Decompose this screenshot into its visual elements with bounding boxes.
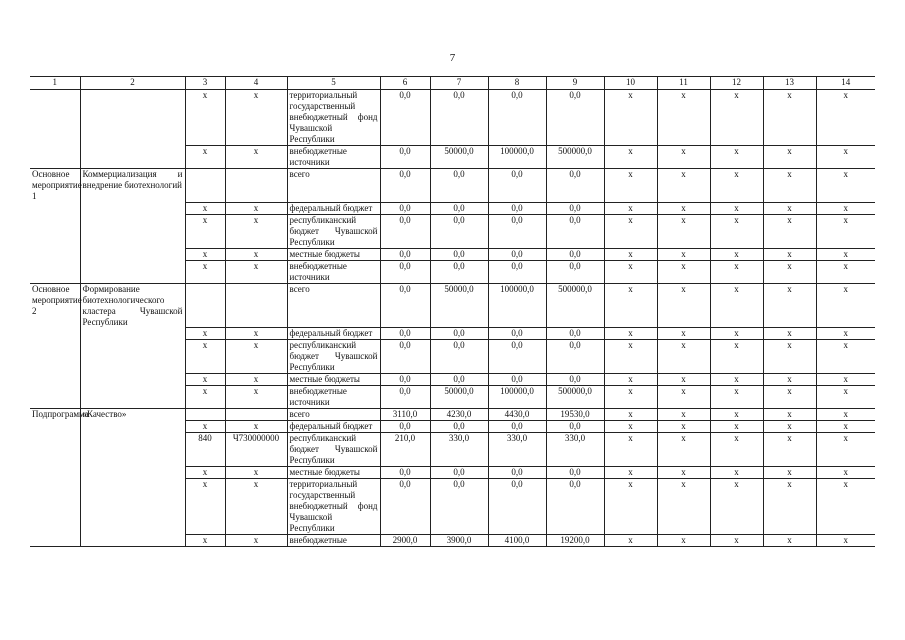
x-mark-cell: x [710,146,763,169]
funding-source-cell: федеральный бюджет [287,328,380,340]
x-mark-cell: x [604,409,657,421]
header-cell: 6 [380,77,430,90]
x-mark-cell: x [604,169,657,203]
value-cell: 19530,0 [546,409,604,421]
value-cell: 0,0 [546,374,604,386]
target-code-cell: x [225,421,287,433]
value-cell: 0,0 [430,421,488,433]
program-cell [30,90,80,146]
table-row [30,374,875,386]
value-cell: 0,0 [430,214,488,248]
funding-source-cell: республиканский бюджет Чувашской Республики [287,340,380,374]
funding-source-cell: федеральный бюджет [287,421,380,433]
code-cell: x [185,535,225,547]
code-cell: x [185,340,225,374]
table-row [30,283,875,328]
value-cell: 0,0 [488,90,546,146]
program-cell [30,340,80,374]
x-mark-cell: x [604,340,657,374]
value-cell: 0,0 [488,328,546,340]
program-cell [30,146,80,169]
x-mark-cell: x [657,421,710,433]
value-cell: 0,0 [430,328,488,340]
value-cell: 0,0 [488,214,546,248]
x-mark-cell: x [710,535,763,547]
value-cell: 0,0 [488,479,546,535]
x-mark-cell: x [657,214,710,248]
x-mark-cell: x [763,328,816,340]
value-cell: 0,0 [430,260,488,283]
value-cell: 0,0 [546,90,604,146]
event-name-cell [80,479,185,535]
value-cell: 0,0 [380,467,430,479]
funding-source-cell: местные бюджеты [287,467,380,479]
program-cell [30,421,80,433]
event-name-cell [80,248,185,260]
code-cell: x [185,146,225,169]
x-mark-cell: x [657,328,710,340]
code-cell: x [185,479,225,535]
code-cell: x [185,202,225,214]
event-name-cell [80,328,185,340]
x-mark-cell: x [657,169,710,203]
program-cell [30,202,80,214]
header-cell: 10 [604,77,657,90]
x-mark-cell: x [604,328,657,340]
header-cell: 7 [430,77,488,90]
value-cell: 0,0 [546,260,604,283]
event-name-cell [80,433,185,467]
x-mark-cell: x [816,283,875,328]
x-mark-cell: x [816,386,875,409]
x-mark-cell: x [710,283,763,328]
event-name-cell [80,386,185,409]
x-mark-cell: x [710,340,763,374]
x-mark-cell: x [816,260,875,283]
code-cell: x [185,386,225,409]
value-cell: 0,0 [380,374,430,386]
x-mark-cell: x [657,374,710,386]
code-cell: x [185,374,225,386]
x-mark-cell: x [763,202,816,214]
x-mark-cell: x [657,467,710,479]
funding-source-cell: внебюджетные источники [287,386,380,409]
x-mark-cell: x [816,421,875,433]
value-cell: 0,0 [546,421,604,433]
value-cell: 19200,0 [546,535,604,547]
x-mark-cell: x [604,248,657,260]
event-name-cell [80,467,185,479]
value-cell: 0,0 [546,248,604,260]
value-cell: 330,0 [546,433,604,467]
table-row [30,467,875,479]
x-mark-cell: x [763,374,816,386]
x-mark-cell: x [816,433,875,467]
budget-table [30,76,875,547]
x-mark-cell: x [604,467,657,479]
program-cell [30,467,80,479]
value-cell: 0,0 [546,328,604,340]
x-mark-cell: x [710,90,763,146]
funding-source-cell: всего [287,283,380,328]
event-name-cell [80,146,185,169]
header-cell: 12 [710,77,763,90]
program-cell [30,214,80,248]
value-cell: 0,0 [380,386,430,409]
target-code-cell: x [225,146,287,169]
x-mark-cell: x [710,214,763,248]
funding-source-cell: территориальный государственный внебюджетный фонд Чувашской Республики [287,479,380,535]
target-code-cell: x [225,386,287,409]
funding-source-cell: внебюджетные источники [287,146,380,169]
x-mark-cell: x [816,202,875,214]
value-cell: 100000,0 [488,386,546,409]
funding-source-cell: всего [287,169,380,203]
x-mark-cell: x [763,260,816,283]
header-cell: 9 [546,77,604,90]
target-code-cell: x [225,90,287,146]
target-code-cell: x [225,260,287,283]
table-row [30,535,875,547]
x-mark-cell: x [816,214,875,248]
event-name-cell: «Качество» [80,409,185,421]
funding-source-cell: местные бюджеты [287,374,380,386]
target-code-cell: x [225,214,287,248]
value-cell: 50000,0 [430,386,488,409]
value-cell: 0,0 [380,328,430,340]
header-cell: 5 [287,77,380,90]
table-row [30,340,875,374]
x-mark-cell: x [763,479,816,535]
event-name-cell [80,535,185,547]
value-cell: 4430,0 [488,409,546,421]
x-mark-cell: x [710,248,763,260]
target-code-cell [225,169,287,203]
value-cell: 0,0 [380,146,430,169]
x-mark-cell: x [657,386,710,409]
x-mark-cell: x [604,421,657,433]
x-mark-cell: x [604,374,657,386]
value-cell: 0,0 [430,90,488,146]
value-cell: 0,0 [546,214,604,248]
x-mark-cell: x [710,409,763,421]
value-cell: 0,0 [488,248,546,260]
header-cell: 3 [185,77,225,90]
x-mark-cell: x [763,214,816,248]
x-mark-cell: x [657,340,710,374]
x-mark-cell: x [604,146,657,169]
event-name-cell: Коммерциализация и внедрение биотехнологий [80,169,185,203]
x-mark-cell: x [710,169,763,203]
value-cell: 0,0 [488,421,546,433]
target-code-cell: x [225,374,287,386]
code-cell [185,409,225,421]
program-cell [30,328,80,340]
program-cell [30,260,80,283]
x-mark-cell: x [657,202,710,214]
table-row [30,328,875,340]
funding-source-cell: федеральный бюджет [287,202,380,214]
event-name-cell [80,202,185,214]
x-mark-cell: x [604,260,657,283]
x-mark-cell: x [763,535,816,547]
x-mark-cell: x [763,248,816,260]
x-mark-cell: x [604,433,657,467]
value-cell: 4100,0 [488,535,546,547]
table-row [30,421,875,433]
table-row [30,479,875,535]
x-mark-cell: x [657,248,710,260]
value-cell: 0,0 [380,283,430,328]
x-mark-cell: x [710,421,763,433]
code-cell: x [185,421,225,433]
value-cell: 0,0 [380,90,430,146]
event-name-cell [80,260,185,283]
funding-source-cell: внебюджетные [287,535,380,547]
value-cell: 330,0 [430,433,488,467]
x-mark-cell: x [816,467,875,479]
value-cell: 0,0 [546,202,604,214]
value-cell: 100000,0 [488,283,546,328]
header-cell: 1 [30,77,80,90]
funding-source-cell: всего [287,409,380,421]
x-mark-cell: x [710,328,763,340]
x-mark-cell: x [816,328,875,340]
table-row [30,169,875,203]
program-cell [30,386,80,409]
event-name-cell [80,340,185,374]
x-mark-cell: x [710,202,763,214]
x-mark-cell: x [657,479,710,535]
x-mark-cell: x [657,90,710,146]
value-cell: 50000,0 [430,283,488,328]
value-cell: 0,0 [488,202,546,214]
value-cell: 0,0 [488,374,546,386]
x-mark-cell: x [816,248,875,260]
target-code-cell: x [225,479,287,535]
value-cell: 0,0 [430,467,488,479]
value-cell: 0,0 [488,260,546,283]
target-code-cell: x [225,202,287,214]
table-row [30,433,875,467]
x-mark-cell: x [763,169,816,203]
value-cell: 0,0 [546,169,604,203]
target-code-cell: Ч730000000 [225,433,287,467]
code-cell: x [185,214,225,248]
program-cell [30,479,80,535]
table-row [30,90,875,146]
x-mark-cell: x [763,421,816,433]
table-row [30,146,875,169]
header-row [30,77,875,90]
program-cell [30,535,80,547]
x-mark-cell: x [604,386,657,409]
code-cell [185,283,225,328]
x-mark-cell: x [816,146,875,169]
value-cell: 500000,0 [546,283,604,328]
x-mark-cell: x [816,90,875,146]
program-cell [30,433,80,467]
x-mark-cell: x [657,535,710,547]
value-cell: 0,0 [430,374,488,386]
value-cell: 0,0 [546,467,604,479]
value-cell: 50000,0 [430,146,488,169]
value-cell: 0,0 [380,202,430,214]
value-cell: 0,0 [546,479,604,535]
value-cell: 100000,0 [488,146,546,169]
x-mark-cell: x [763,409,816,421]
table-row [30,386,875,409]
x-mark-cell: x [604,535,657,547]
table-row [30,202,875,214]
header-cell: 14 [816,77,875,90]
x-mark-cell: x [657,146,710,169]
x-mark-cell: x [604,202,657,214]
value-cell: 0,0 [430,340,488,374]
x-mark-cell: x [816,169,875,203]
x-mark-cell: x [763,340,816,374]
target-code-cell [225,409,287,421]
value-cell: 0,0 [380,248,430,260]
target-code-cell: x [225,535,287,547]
x-mark-cell: x [816,479,875,535]
table-row [30,260,875,283]
value-cell: 500000,0 [546,386,604,409]
x-mark-cell: x [657,409,710,421]
target-code-cell: x [225,467,287,479]
x-mark-cell: x [657,283,710,328]
x-mark-cell: x [763,467,816,479]
program-cell: Основное мероприятие 1 [32,169,82,201]
value-cell: 2900,0 [380,535,430,547]
value-cell: 0,0 [380,340,430,374]
value-cell: 0,0 [488,467,546,479]
x-mark-cell: x [657,260,710,283]
program-cell: Основное мероприятие 2 [32,283,82,316]
funding-source-cell: республиканский бюджет Чувашской Республики [287,433,380,467]
funding-source-cell: местные бюджеты [287,248,380,260]
table-row [30,409,875,421]
header-cell: 13 [763,77,816,90]
value-cell: 0,0 [380,169,430,203]
header-cell: 8 [488,77,546,90]
value-cell: 0,0 [488,169,546,203]
funding-source-cell: внебюджетные источники [287,260,380,283]
value-cell: 3110,0 [380,409,430,421]
x-mark-cell: x [710,433,763,467]
value-cell: 3900,0 [430,535,488,547]
value-cell: 4230,0 [430,409,488,421]
x-mark-cell: x [763,433,816,467]
x-mark-cell: x [710,386,763,409]
code-cell: x [185,260,225,283]
program-cell [30,248,80,260]
event-name-cell: Формирование биотехнологического кластера Чувашской Республики [80,283,185,328]
value-cell: 0,0 [380,260,430,283]
x-mark-cell: x [604,214,657,248]
target-code-cell [225,283,287,328]
funding-source-cell: республиканский бюджет Чувашской Республики [287,214,380,248]
table-row [30,214,875,248]
header-cell: 11 [657,77,710,90]
value-cell: 0,0 [430,248,488,260]
x-mark-cell: x [763,90,816,146]
value-cell: 0,0 [546,340,604,374]
code-cell [185,169,225,203]
code-cell: x [185,328,225,340]
code-cell: 840 [185,433,225,467]
x-mark-cell: x [604,90,657,146]
value-cell: 0,0 [430,202,488,214]
x-mark-cell: x [710,374,763,386]
x-mark-cell: x [657,433,710,467]
header-cell: 4 [225,77,287,90]
x-mark-cell: x [816,409,875,421]
x-mark-cell: x [604,479,657,535]
code-cell: x [185,467,225,479]
table-body [30,77,875,547]
program-cell [30,374,80,386]
value-cell: 210,0 [380,433,430,467]
value-cell: 330,0 [488,433,546,467]
target-code-cell: x [225,248,287,260]
code-cell: x [185,248,225,260]
value-cell: 0,0 [380,214,430,248]
x-mark-cell: x [816,535,875,547]
program-cell: Подпрограмма [32,409,89,419]
header-cell: 2 [80,77,185,90]
event-name-cell [80,214,185,248]
value-cell: 500000,0 [546,146,604,169]
target-code-cell: x [225,340,287,374]
x-mark-cell: x [763,146,816,169]
value-cell: 0,0 [380,421,430,433]
x-mark-cell: x [816,340,875,374]
table-row [30,248,875,260]
event-name-cell [80,374,185,386]
value-cell: 0,0 [430,479,488,535]
x-mark-cell: x [604,283,657,328]
value-cell: 0,0 [380,479,430,535]
x-mark-cell: x [763,386,816,409]
x-mark-cell: x [763,283,816,328]
x-mark-cell: x [710,479,763,535]
value-cell: 0,0 [430,169,488,203]
value-cell: 0,0 [488,340,546,374]
event-name-cell [80,421,185,433]
funding-source-cell: территориальный государственный внебюджетный фонд Чувашской Республики [287,90,380,146]
event-name-cell [80,90,185,146]
x-mark-cell: x [816,374,875,386]
target-code-cell: x [225,328,287,340]
x-mark-cell: x [710,467,763,479]
code-cell: x [185,90,225,146]
x-mark-cell: x [710,260,763,283]
page-number: 7 [449,52,456,64]
